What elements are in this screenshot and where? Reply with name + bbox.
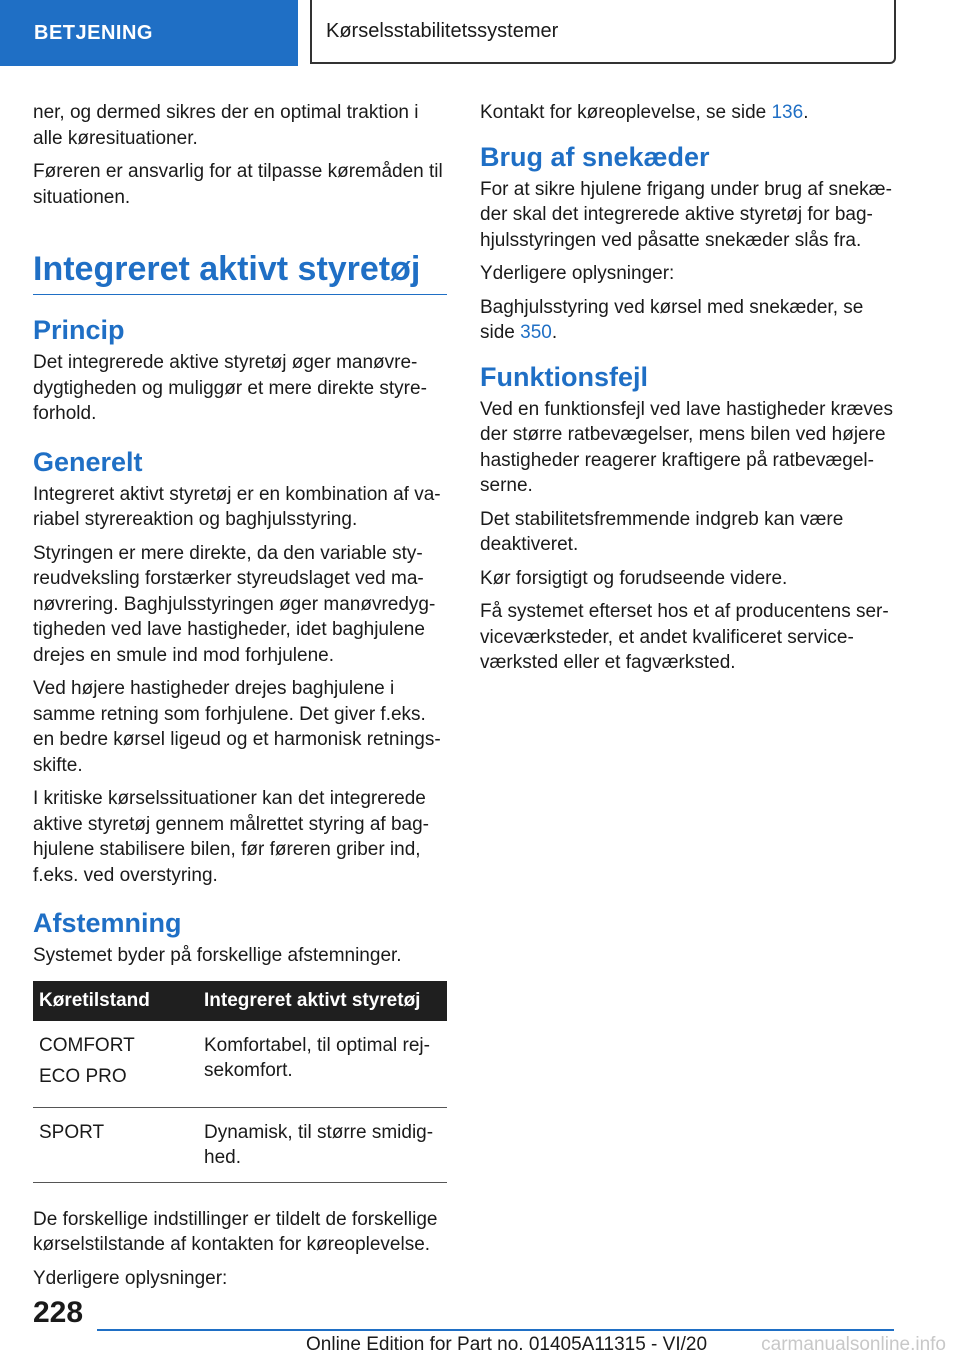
table-cell: Komfortabel, til optimal rejsekomfort. [198, 1021, 447, 1108]
table-cell: SPORT [33, 1107, 198, 1182]
paragraph: Systemet byder på forskellige afstemninger. [33, 945, 402, 966]
paragraph: For at sikre hjulene frigang under brug af snekæder skal det integrerede aktive styretøj for baghjulsstyringen ved påsatte snekæder slås fra. [480, 178, 892, 251]
paragraph: I kritiske kørselssituationer kan det integrerede aktive styretøj gennem målrettet styring af baghjulene stabilisere bilen, før føreren griber ind, f.eks. ved overstyring. [33, 788, 429, 886]
paragraph: Kør forsigtigt og forudseende videre. [480, 567, 788, 589]
drive-mode-table [33, 981, 447, 1183]
paragraph: Føreren er ansvarlig for at tilpasse køremåden til situationen. [33, 161, 443, 208]
paragraph: Yderligere oplysninger: [480, 263, 675, 284]
paragraph: Styringen er mere direkte, da den variable styreudveksling forstærker styreudslaget ved manøvrering. Baghjulsstyringen øger manøvredygtigheden ved lave hastigheder, idet baghjulene drejes en smule ind mod forhjulene. [33, 542, 436, 666]
paragraph [480, 295, 895, 346]
edition-info: Online Edition for Part no. 01405A11315 - VI/20 [306, 1334, 708, 1355]
table-row [33, 1021, 447, 1108]
paragraph: ner, og dermed sikres der en optimal traktion i alle køresituationer. [33, 102, 419, 149]
page-number: 228 [33, 1296, 84, 1329]
subheading-princip: Princip [33, 315, 125, 345]
paragraph: Yderligere oplysninger: [33, 1267, 228, 1289]
right-column [480, 100, 895, 684]
footer-divider [97, 1329, 894, 1331]
main-heading: Integreret aktivt styretøj [33, 246, 447, 295]
mode-label: COMFORT [39, 1034, 135, 1056]
paragraph: Ved en funktionsfejl ved lave hastigheder kræves der større ratbevægelser, mens bilen ved højere hastigheder reagerer kraftigere på ratbevægelserne. [480, 398, 893, 496]
subheading-funktionsfejl: Funktionsfejl [480, 361, 648, 392]
subheading-afstemning: Afstemning [33, 908, 182, 938]
chapter-title: Kørselsstabilitetssystemer [310, 0, 896, 64]
paragraph: De forskellige indstillinger er tildelt de forskellige kørselstilstande af kontakten for køreoplevelse. [33, 1208, 438, 1255]
subheading-generelt: Generelt [33, 446, 143, 477]
left-column [33, 100, 447, 1299]
text: Kontakt for køreoplevelse, se side [480, 102, 772, 123]
paragraph: Integreret aktivt styretøj er en kombination af variabel styrereaktion og baghjulsstyring. [33, 483, 441, 530]
page-link-136[interactable]: 136 [771, 102, 804, 123]
table-header-row [33, 981, 447, 1021]
text: . [803, 102, 809, 123]
table-row [33, 1107, 447, 1182]
paragraph: Ved højere hastigheder drejes baghjulene i samme retning som forhjulene. Det giver f.eks. en bedre kørsel ligeud og et harmonisk retningsskifte. [33, 678, 441, 776]
section-tab: BETJENING [0, 0, 298, 66]
subheading-snekaeder: Brug af snekæder [480, 141, 710, 172]
table-cell: Dynamisk, til større smidighed. [198, 1107, 447, 1182]
page-link-350[interactable]: 350 [520, 322, 552, 343]
table-cell [33, 1021, 198, 1108]
paragraph: Det stabilitetsfremmende indgreb kan være deaktiveret. [480, 508, 844, 555]
table-header-cell: Køretilstand [33, 981, 198, 1021]
paragraph: Få systemet efterset hos et af producentens serviceværksteder, et andet kvalificeret serviceværksted eller et fagværksted. [480, 601, 889, 673]
paragraph: Det integrerede aktive styretøj øger manøvredygtigheden og muliggør et mere direkte styreforhold. [33, 352, 427, 424]
mode-label: ECO PRO [39, 1065, 127, 1087]
table-header-cell: Integreret aktivt styretøj [198, 981, 447, 1021]
page-header [0, 0, 960, 66]
watermark: carmanualsonline.info [761, 1334, 946, 1355]
paragraph [480, 100, 895, 126]
text: . [551, 322, 558, 343]
text: Baghjulsstyring ved kørsel med snekæder, se side [480, 296, 864, 343]
